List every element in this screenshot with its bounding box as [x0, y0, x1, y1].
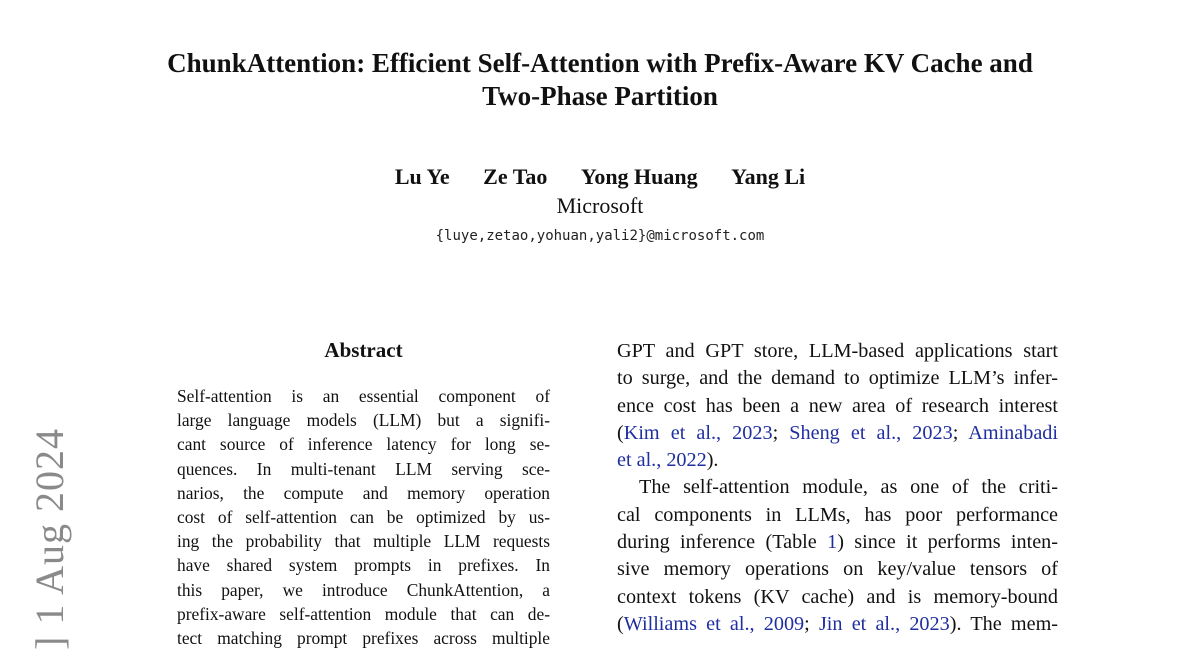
abstract-line: quences. In multi-tenant LLM serving sce-: [177, 458, 550, 479]
citation-link[interactable]: et al., 2022: [617, 449, 707, 472]
intro-line: [617, 529, 1058, 556]
paper-title: [100, 47, 1100, 113]
abstract-line: narios, the compute and memory operation: [177, 482, 550, 503]
citation-link[interactable]: Jin et al., 2023: [818, 612, 950, 635]
intro-line: (Kim et al., 2023; Sheng et al., 2023; Aminabadi: [617, 421, 1058, 444]
abstract-line: large language models (LLM) but a signifi-: [177, 410, 550, 431]
title-line-2: Two-Phase Partition: [482, 81, 718, 111]
intro-text: ). The mem-: [949, 612, 1058, 635]
intro-line: GPT and GPT store, LLM-based applications start: [617, 340, 1058, 362]
author-emails: {luye,zetao,yohuan,yali2}@microsoft.com: [435, 228, 765, 244]
table-ref-link[interactable]: 1: [827, 531, 838, 554]
citation-link[interactable]: Kim et al., 2023: [623, 421, 773, 444]
abstract-line: this paper, we introduce ChunkAttention, a: [177, 579, 550, 600]
author-name: Lu Ye: [394, 164, 450, 189]
abstract-line: cost of self-attention can be optimized by us-: [177, 507, 550, 528]
intro-line: ence cost has been a new area of research interest: [617, 394, 1058, 417]
abstract-line: Self-attention is an essential component of: [177, 386, 550, 406]
citation-link[interactable]: Aminabadi: [968, 421, 1058, 444]
abstract-line: prefix-aware self-attention module that can de-: [177, 603, 550, 624]
intro-line: The self-attention module, as one of the criti-: [639, 476, 1058, 499]
citation-link[interactable]: Sheng et al., 2023: [789, 421, 953, 444]
citation-link[interactable]: Williams et al., 2009: [623, 612, 805, 635]
author-name: Yong Huang: [580, 164, 698, 189]
intro-text: during inference (Table: [617, 531, 828, 554]
intro-line: sive memory operations on key/value tensors of: [617, 558, 1058, 581]
abstract-line: have shared system prompts in prefixes. In: [177, 555, 550, 576]
intro-line: context tokens (KV cache) and is memory-bound: [617, 585, 1058, 608]
abstract-body: [177, 384, 550, 650]
intro-line: to surge, and the demand to optimize LLM’s infer-: [617, 367, 1058, 390]
intro-line: (Williams et al., 2009; Jin et al., 2023). The mem-: [617, 612, 1058, 635]
author-list: [100, 163, 1100, 191]
affiliation: Microsoft: [556, 193, 644, 218]
author-name: Yang Li: [731, 164, 806, 189]
abstract-line: cant source of inference latency for long se-: [177, 434, 550, 455]
intro-line: cal components in LLMs, has poor performance: [617, 503, 1058, 526]
abstract-heading: Abstract: [324, 338, 403, 362]
intro-line: et al., 2022).: [617, 449, 719, 472]
abstract-line: tect matching prompt prefixes across multiple: [177, 628, 550, 649]
introduction-column: [617, 338, 1058, 638]
author-name: Ze Tao: [483, 164, 548, 189]
title-line-1: ChunkAttention: Efficient Self-Attention with Prefix-Aware KV Cache and: [167, 48, 1033, 78]
abstract-line: ing the probability that multiple LLM requests: [177, 531, 550, 552]
arxiv-side-stamp: ] 1 Aug 2024: [27, 428, 72, 650]
intro-text: ) since it performs inten-: [837, 531, 1058, 554]
